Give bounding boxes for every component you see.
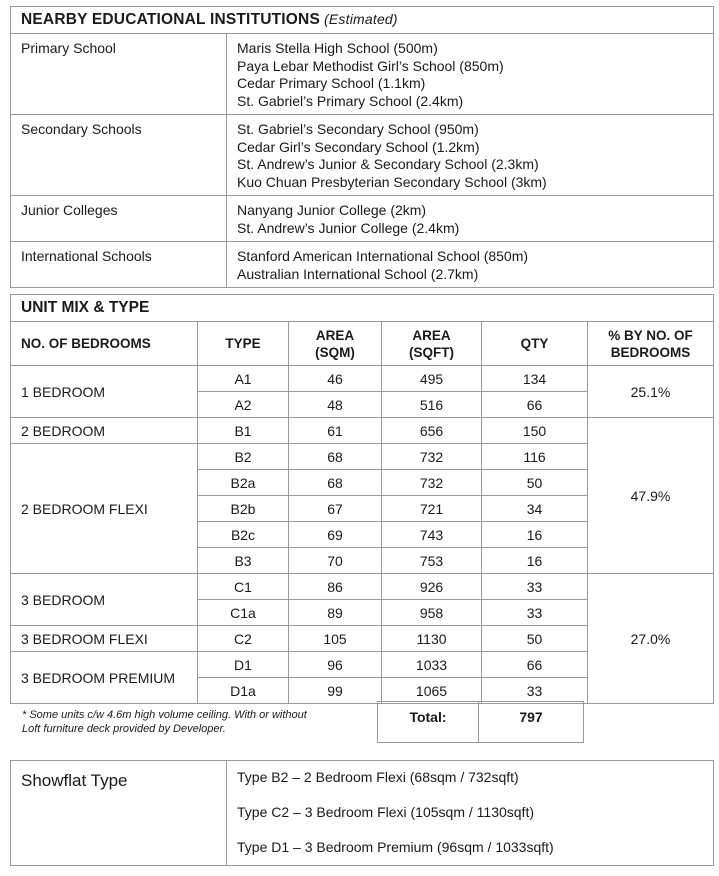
unit-area-sqft: 1130 xyxy=(382,626,482,652)
education-row xyxy=(11,242,714,288)
header-qty: QTY xyxy=(482,322,588,366)
bedroom-group-label: 2 BEDROOM FLEXI xyxy=(11,444,198,574)
school-item: St. Gabriel’s Primary School (2.4km) xyxy=(237,92,464,109)
total-value: 797 xyxy=(479,702,584,743)
bedroom-percentage: 25.1% xyxy=(588,366,714,418)
education-row xyxy=(11,34,714,115)
unit-qty: 150 xyxy=(482,418,588,444)
total-row xyxy=(377,701,584,743)
table-row xyxy=(11,366,714,392)
unit-qty: 134 xyxy=(482,366,588,392)
bedroom-group-label: 3 BEDROOM xyxy=(11,574,198,626)
unit-type: B2b xyxy=(198,496,289,522)
unit-mix-table xyxy=(10,294,714,704)
unit-area-sqft: 732 xyxy=(382,444,482,470)
unit-qty: 116 xyxy=(482,444,588,470)
education-category: Junior Colleges xyxy=(11,196,227,242)
unit-qty: 50 xyxy=(482,626,588,652)
school-item: Maris Stella High School (500m) xyxy=(237,40,438,56)
education-title-cell xyxy=(11,7,714,34)
unit-type: B2a xyxy=(198,470,289,496)
header-bedrooms: NO. OF BEDROOMS xyxy=(11,322,198,366)
unit-type: B2c xyxy=(198,522,289,548)
unit-area-sqm: 89 xyxy=(289,600,382,626)
educational-institutions-table xyxy=(10,6,714,288)
showflat-item: Type B2 – 2 Bedroom Flexi (68sqm / 732sqft) xyxy=(237,769,519,785)
header-type: TYPE xyxy=(198,322,289,366)
unit-qty: 34 xyxy=(482,496,588,522)
showflat-label: Showflat Type xyxy=(11,761,227,866)
unit-area-sqm: 68 xyxy=(289,470,382,496)
unit-area-sqm: 46 xyxy=(289,366,382,392)
bedroom-group-label: 3 BEDROOM FLEXI xyxy=(11,626,198,652)
bedroom-group-label: 1 BEDROOM xyxy=(11,366,198,418)
table-row xyxy=(11,574,714,600)
bedroom-group-label: 2 BEDROOM xyxy=(11,418,198,444)
education-row xyxy=(11,115,714,196)
unit-type: C1a xyxy=(198,600,289,626)
unit-area-sqft: 721 xyxy=(382,496,482,522)
unit-area-sqft: 753 xyxy=(382,548,482,574)
unit-area-sqft: 495 xyxy=(382,366,482,392)
unit-area-sqm: 61 xyxy=(289,418,382,444)
education-list xyxy=(227,196,714,242)
unit-area-sqm: 68 xyxy=(289,444,382,470)
education-list xyxy=(227,34,714,115)
unit-qty: 66 xyxy=(482,392,588,418)
unit-area-sqft: 743 xyxy=(382,522,482,548)
unit-type: B1 xyxy=(198,418,289,444)
school-item: Nanyang Junior College (2km) xyxy=(237,202,427,218)
unit-area-sqm: 69 xyxy=(289,522,382,548)
unit-area-sqm: 105 xyxy=(289,626,382,652)
unit-type: B3 xyxy=(198,548,289,574)
school-item: St. Andrew’s Junior & Secondary School (2.3km) xyxy=(237,156,539,172)
header-area-sqft: AREA (SQFT) xyxy=(382,322,482,366)
unit-area-sqft: 1065 xyxy=(382,678,482,704)
school-item: Cedar Primary School (1.1km) xyxy=(237,75,426,91)
unit-mix-footnote: * Some units c/w 4.6m high volume ceiling. With or without Loft furniture deck provided by Developer. xyxy=(22,709,307,735)
school-item: Paya Lebar Methodist Girl’s School (850m) xyxy=(237,57,504,74)
bedroom-percentage: 47.9% xyxy=(588,418,714,574)
unit-qty: 66 xyxy=(482,652,588,678)
unit-type: C1 xyxy=(198,574,289,600)
unit-qty: 16 xyxy=(482,522,588,548)
education-list xyxy=(227,115,714,196)
unit-area-sqm: 99 xyxy=(289,678,382,704)
unit-mix-header-row xyxy=(11,322,714,366)
table-row xyxy=(11,418,714,444)
unit-area-sqft: 926 xyxy=(382,574,482,600)
education-subtitle: (Estimated) xyxy=(324,11,398,27)
bedroom-percentage: 27.0% xyxy=(588,574,714,704)
unit-area-sqm: 67 xyxy=(289,496,382,522)
unit-area-sqft: 732 xyxy=(382,470,482,496)
unit-qty: 16 xyxy=(482,548,588,574)
school-item: Stanford American International School (850m) xyxy=(237,248,529,264)
showflat-table xyxy=(10,760,714,866)
education-title: NEARBY EDUCATIONAL INSTITUTIONS xyxy=(21,11,320,28)
education-list xyxy=(227,242,714,288)
education-row xyxy=(11,196,714,242)
unit-area-sqft: 656 xyxy=(382,418,482,444)
showflat-list xyxy=(227,761,714,866)
unit-type: D1a xyxy=(198,678,289,704)
showflat-item: Type D1 – 3 Bedroom Premium (96sqm / 1033sqft) xyxy=(237,839,554,855)
header-percentage: % BY NO. OF BEDROOMS xyxy=(588,322,714,366)
unit-type: A2 xyxy=(198,392,289,418)
unit-area-sqm: 48 xyxy=(289,392,382,418)
school-item: Australian International School (2.7km) xyxy=(237,265,479,282)
unit-area-sqm: 96 xyxy=(289,652,382,678)
unit-type: B2 xyxy=(198,444,289,470)
unit-qty: 33 xyxy=(482,574,588,600)
unit-area-sqm: 86 xyxy=(289,574,382,600)
school-item: St. Gabriel’s Secondary School (950m) xyxy=(237,121,479,137)
education-category: Primary School xyxy=(11,34,227,115)
unit-qty: 50 xyxy=(482,470,588,496)
education-category: International Schools xyxy=(11,242,227,288)
unit-area-sqft: 1033 xyxy=(382,652,482,678)
header-area-sqm: AREA (SQM) xyxy=(289,322,382,366)
unit-mix-title: UNIT MIX & TYPE xyxy=(11,295,714,322)
unit-area-sqft: 958 xyxy=(382,600,482,626)
unit-type: A1 xyxy=(198,366,289,392)
school-item: Cedar Girl’s Secondary School (1.2km) xyxy=(237,138,480,155)
unit-qty: 33 xyxy=(482,600,588,626)
total-label: Total: xyxy=(378,702,479,743)
unit-area-sqft: 516 xyxy=(382,392,482,418)
school-item: Kuo Chuan Presbyterian Secondary School (3km) xyxy=(237,173,547,190)
bedroom-group-label: 3 BEDROOM PREMIUM xyxy=(11,652,198,704)
unit-type: C2 xyxy=(198,626,289,652)
education-category: Secondary Schools xyxy=(11,115,227,196)
unit-type: D1 xyxy=(198,652,289,678)
school-item: St. Andrew’s Junior College (2.4km) xyxy=(237,219,460,236)
unit-qty: 33 xyxy=(482,678,588,704)
unit-area-sqm: 70 xyxy=(289,548,382,574)
showflat-item: Type C2 – 3 Bedroom Flexi (105sqm / 1130sqft) xyxy=(237,804,534,820)
